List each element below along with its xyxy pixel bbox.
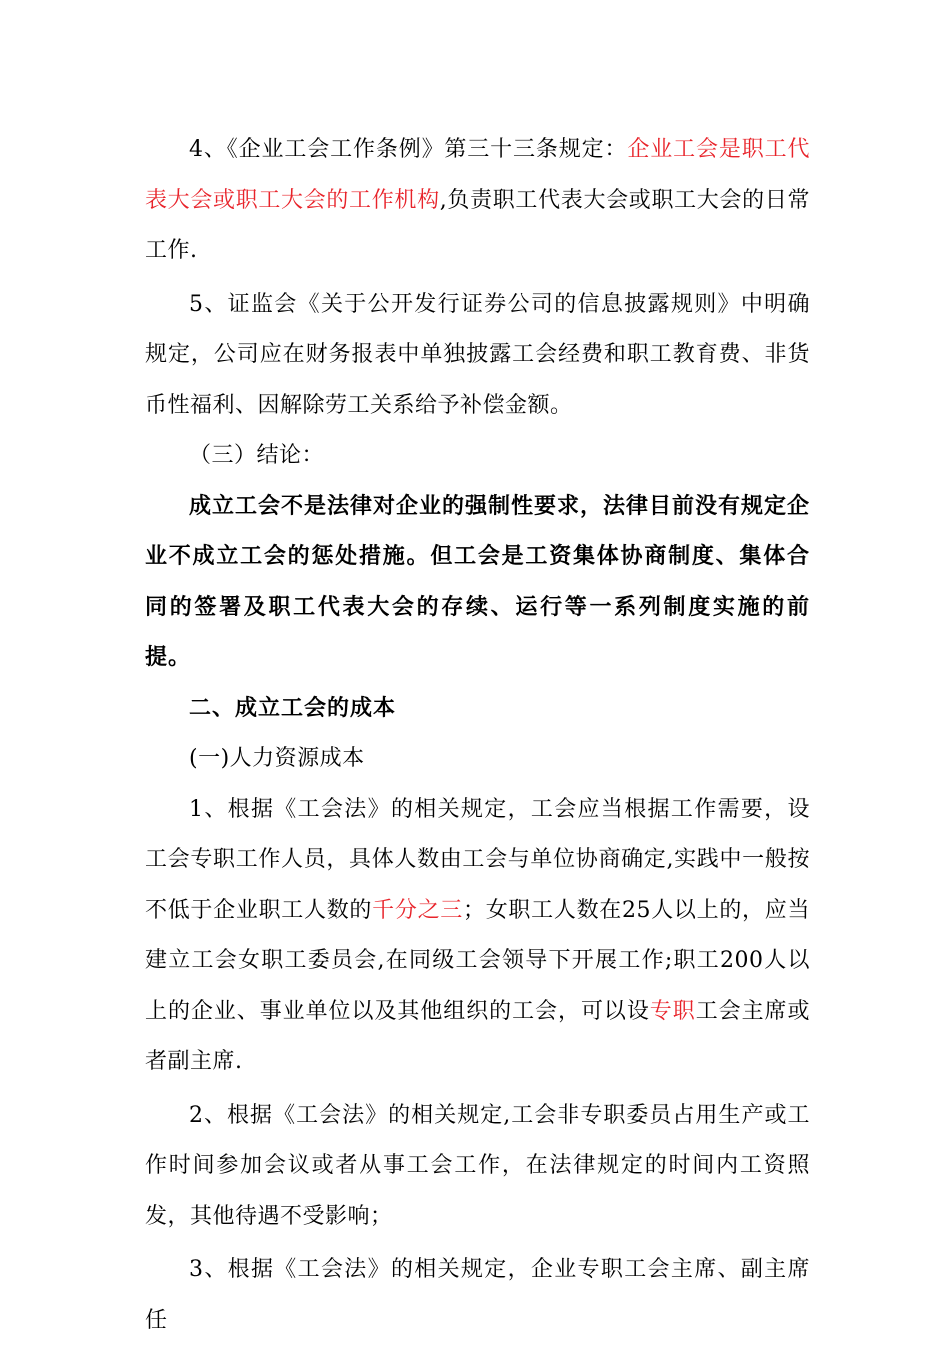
subsection-one-heading: (一)人力资源成本 [189, 746, 365, 771]
document-body [145, 125, 810, 1346]
item-1-highlight-fulltime: 专职 [649, 998, 696, 1024]
section-two-heading: 二、成立工会的成本 [189, 695, 397, 721]
paragraph-disclosure-rule: 5、证监会《关于公开发行证券公司的信息披露规则》中明确规定，公司应在财务报表中单独披露工会经费和职工教育费、非货币性福利、因解除劳工关系给予补偿金额。 [145, 291, 810, 418]
item-1-highlight-ratio: 千分之三 [372, 897, 463, 923]
paragraph-item-3: 3、根据《工会法》的相关规定，企业专职工会主席、副主席任 [145, 1257, 810, 1333]
article-33-prefix: 4、《企业工会工作条例》第三十三条规定： [189, 137, 628, 162]
conclusion-body: 成立工会不是法律对企业的强制性要求，法律目前没有规定企业不成立工会的惩处措施。但工会是工资集体协商制度、集体合同的签署及职工代表大会的存续、运行等一系列制度实施的前提。 [145, 493, 811, 670]
conclusion-heading: （三）结论： [189, 443, 325, 468]
item-1-part-3: 工会主席或者副主席. [145, 998, 810, 1074]
paragraph-item-1 [145, 785, 810, 1088]
paragraph-article-33 [145, 125, 810, 277]
item-1-part-2: ；女职工人数在25人以上的，应当建立工会女职工委员会,在同级工会领导下开展工作;职工200人以上的企业、事业单位以及其他组织的工会，可以设 [145, 897, 810, 1024]
article-33-highlight: 企业工会是职工代表大会或职工大会的工作机构 [145, 137, 810, 213]
article-33-suffix: ,负责职工代表大会或职工大会的日常工作. [145, 187, 810, 263]
paragraph-item-2: 2、根据《工会法》的相关规定,工会非专职委员占用生产或工作时间参加会议或者从事工会工作，在法律规定的时间内工资照发，其他待遇不受影响； [145, 1102, 810, 1229]
item-1-part-1: 1、根据《工会法》的相关规定，工会应当根据工作需要，设工会专职工作人员，具体人数由工会与单位协商确定,实践中一般按不低于企业职工人数的 [145, 796, 810, 923]
